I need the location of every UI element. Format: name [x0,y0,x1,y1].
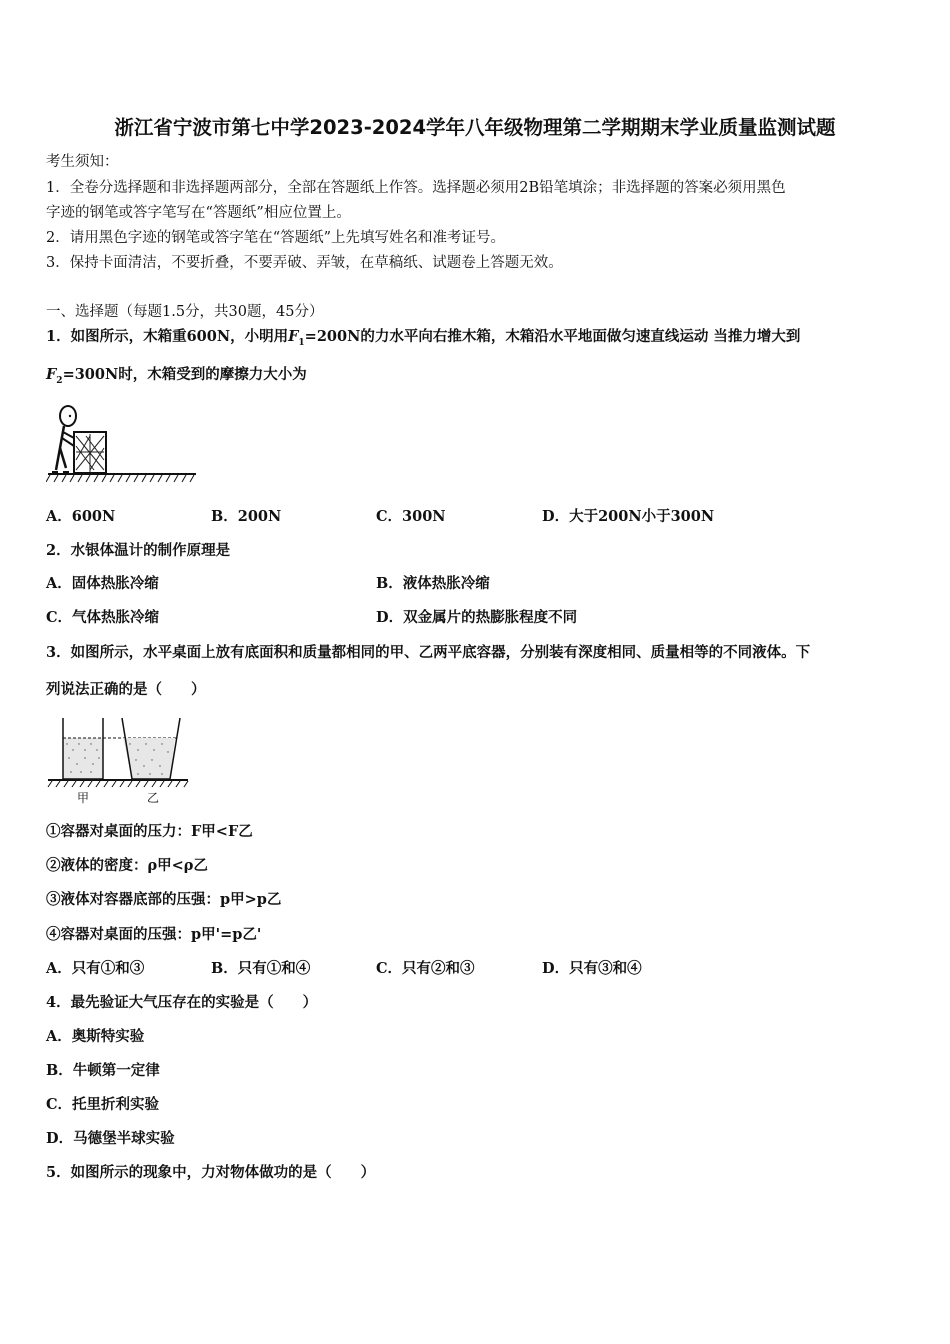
q5-stem: 5．如图所示的现象中，力对物体做功的是（ ） [46,1164,376,1181]
q2-option-a[interactable]: A．固体热胀冷缩 [46,575,159,592]
q2-stem: 2．水银体温计的制作原理是 [46,542,231,559]
q1-option-b[interactable]: B．200N [211,508,282,525]
q1-option-d[interactable]: D．大于200N小于300N [542,508,715,525]
q1-stem-line2 [46,365,307,391]
q1-force-symbol: F [288,328,299,345]
q3-statement-1: ①容器对桌面的压力：F甲<F乙 [46,823,253,840]
q4-option-a[interactable]: A．奥斯特实验 [46,1028,145,1045]
q1-force-subscript: 1 [298,337,305,348]
q3-statement-4: ④容器对桌面的压强：p甲'=p乙' [46,926,262,943]
exam-title: 浙江省宁波市第七中学2023-2024学年八年级物理第二学期期末学业质量监测试题 [114,116,836,139]
notice-item: 字迹的钢笔或答字笔写在“答题纸”相应位置上。 [46,205,351,221]
q1-figure-boy-pushing-box [46,402,198,488]
q1-stem-line1 [46,327,800,353]
q3-stem-line2: 列说法正确的是（ ） [46,681,206,698]
notice-item: 1．全卷分选择题和非选择题两部分，全部在答题纸上作答。选择题必须用2B铅笔填涂；非选择题的答案必须用黑色 [46,180,786,196]
q4-option-c[interactable]: C．托里折利实验 [46,1096,160,1113]
q2-option-c[interactable]: C．气体热胀冷缩 [46,609,160,626]
q2-option-d[interactable]: D．双金属片的热膨胀程度不同 [376,609,578,626]
q1-option-c[interactable]: C．300N [376,508,446,525]
q1-force-subscript-2: 2 [56,375,63,386]
q1-text-a: 1．如图所示，木箱重600N，小明用 [46,328,289,345]
q4-option-d[interactable]: D．马德堡半球实验 [46,1130,175,1147]
notice-item: 2．请用黑色字迹的钢笔或答字笔在“答题纸”上先填写姓名和准考证号。 [46,230,506,246]
q1-text-b: =200N的力水平向右推木箱，木箱沿水平地面做匀速直线运动 当推力增大到 [304,328,801,345]
q3-option-d[interactable]: D．只有③和④ [542,960,642,977]
section-heading: 一、选择题（每题1.5分，共30题，45分） [46,304,324,320]
q3-option-a[interactable]: A．只有①和③ [46,960,145,977]
q4-option-b[interactable]: B．牛顿第一定律 [46,1062,160,1079]
q4-stem: 4．最先验证大气压存在的实验是（ ） [46,994,318,1011]
q3-label-yi: 乙 [147,791,160,805]
q3-option-b[interactable]: B．只有①和④ [211,960,311,977]
q1-option-a[interactable]: A．600N [46,508,116,525]
notice-item: 3．保持卡面清洁，不要折叠，不要弄破、弄皱，在草稿纸、试题卷上答题无效。 [46,255,563,271]
q3-statement-3: ③液体对容器底部的压强：p甲>p乙 [46,891,282,908]
notice-heading: 考生须知： [46,154,119,170]
q3-option-c[interactable]: C．只有②和③ [376,960,475,977]
q3-figure-containers [46,716,196,788]
q3-statement-2: ②液体的密度：ρ甲<ρ乙 [46,857,208,874]
q1-text-c: =300N时，木箱受到的摩擦力大小为 [62,366,307,383]
q3-stem-line1: 3．如图所示，水平桌面上放有底面积和质量都相同的甲、乙两平底容器，分别装有深度相同、质量相等的不同液体。下 [46,644,811,661]
q2-option-b[interactable]: B．液体热胀冷缩 [376,575,490,592]
q1-force-symbol-2: F [46,366,57,383]
q3-label-jia: 甲 [77,791,90,805]
